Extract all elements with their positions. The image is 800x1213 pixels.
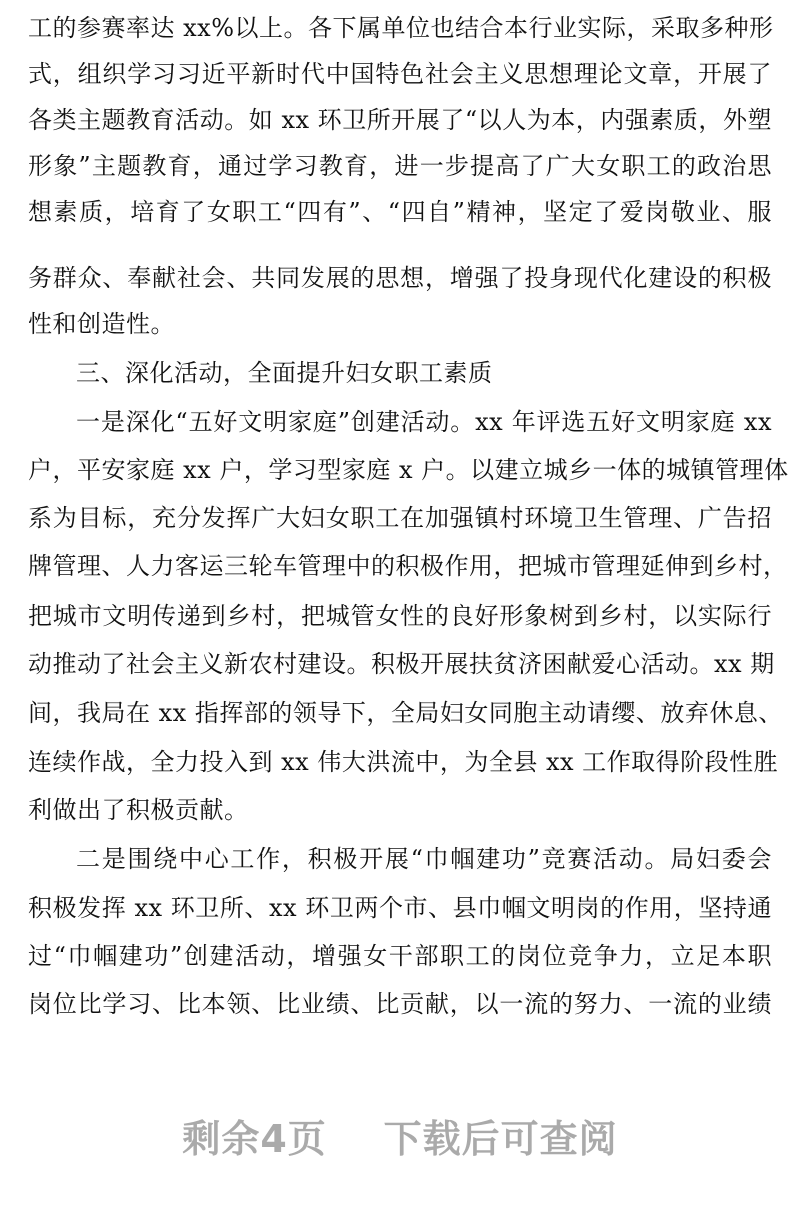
remaining-pages-notice[interactable]: 剩余4页 下载后可查阅 — [182, 1117, 618, 1161]
paragraph-line: 利做出了积极贡献。 — [28, 796, 249, 824]
paragraph-line: 性和创造性。 — [28, 310, 175, 338]
paragraph-line: 连续作战，全力投入到 xx 伟大洪流中，为全县 xx 工作取得阶段性胜 — [28, 748, 779, 776]
paragraph-line: 牌管理、人力客运三轮车管理中的积极作用，把城市管理延伸到乡村， — [28, 552, 788, 580]
paragraph-line: 积极发挥 xx 环卫所、xx 环卫两个市、县巾帼文明岗的作用，坚持通 — [28, 894, 772, 922]
paragraph-line: 式，组织学习习近平新时代中国特色社会主义思想理论文章，开展了 — [28, 60, 772, 88]
paragraph-line: 务群众、奉献社会、共同发展的思想，增强了投身现代化建设的积极 — [28, 264, 772, 292]
paragraph-line: 系为目标，充分发挥广大妇女职工在加强镇村环境卫生管理、广告招 — [28, 504, 772, 532]
paragraph-line: 过“巾帼建功”创建活动，增强女干部职工的岗位竞争力，立足本职 — [28, 942, 772, 970]
paragraph-line: 岗位比学习、比本领、比业绩、比贡献，以一流的努力、一流的业绩 — [28, 990, 772, 1018]
paragraph-line: 工的参赛率达 xx%以上。各下属单位也结合本行业实际，采取多种形 — [28, 14, 774, 42]
paragraph-line: 形象”主题教育，通过学习教育，进一步提高了广大女职工的政治思 — [28, 152, 772, 180]
paragraph-line: 二是围绕中心工作，积极开展“巾帼建功”竞赛活动。局妇委会 — [76, 845, 772, 873]
paragraph-line: 动推动了社会主义新农村建设。积极开展扶贫济困献爱心活动。xx 期 — [28, 650, 775, 678]
paragraph-line: 各类主题教育活动。如 xx 环卫所开展了“以人为本，内强素质，外塑 — [28, 106, 772, 134]
paragraph-line: 想素质，培育了女职工“四有”、“四自”精神，坚定了爱岗敬业、服 — [28, 198, 772, 226]
paragraph-line: 间，我局在 xx 指挥部的领导下，全局妇女同胞主动请缨、放弃休息、 — [28, 699, 783, 727]
paragraph-line: 把城市文明传递到乡村，把城管女性的良好形象树到乡村，以实际行 — [28, 602, 772, 630]
section-heading: 三、深化活动，全面提升妇女职工素质 — [76, 359, 493, 387]
paragraph-line: 户，平安家庭 xx 户，学习型家庭 x 户。以建立城乡一体的城镇管理体 — [28, 456, 789, 484]
paragraph-line: 一是深化“五好文明家庭”创建活动。xx 年评选五好文明家庭 xx — [76, 408, 772, 436]
